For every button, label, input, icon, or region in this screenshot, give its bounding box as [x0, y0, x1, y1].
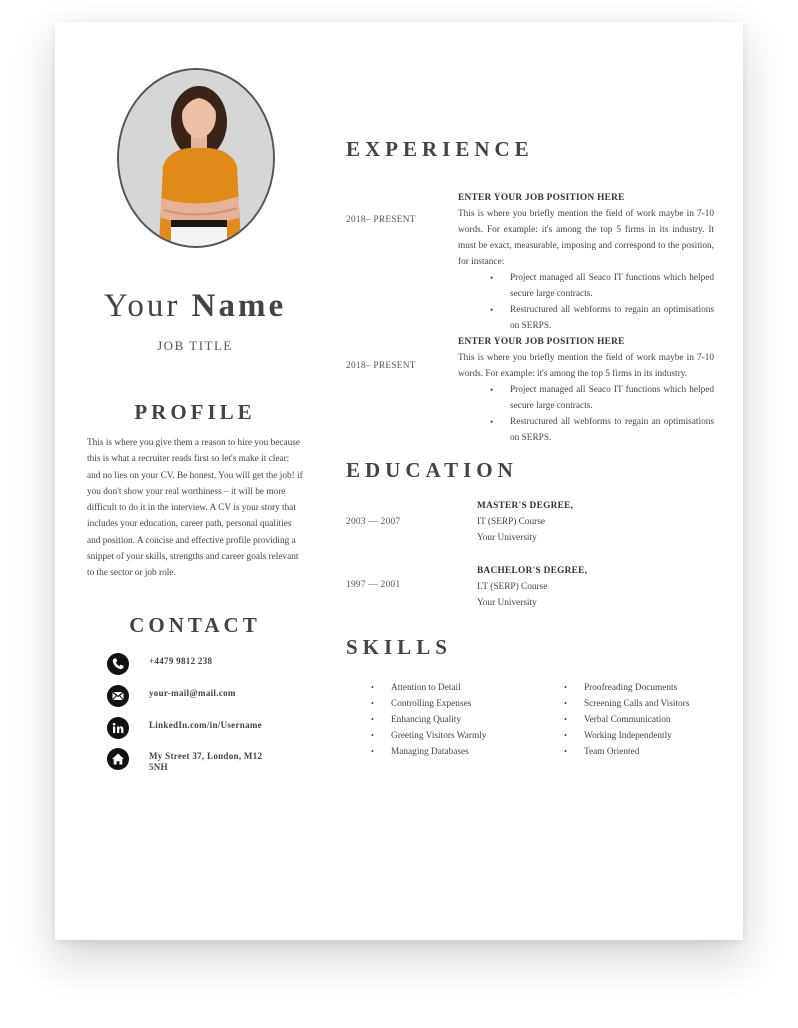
contact-phone-text: +4479 9812 238 — [149, 656, 213, 666]
skill-item: • Proofreading Documents — [564, 680, 744, 696]
skill-item: • Working Independently — [564, 728, 744, 744]
experience-bullet: • Restructured all webforms to regain an optimisations on SERPS. — [510, 414, 714, 446]
candidate-name — [55, 288, 335, 325]
education-date: 2003 — 2007 — [346, 517, 401, 527]
experience-bullets — [458, 270, 714, 334]
name-last: Name — [191, 288, 287, 324]
skill-item: • Screening Calls and Visitors — [564, 696, 744, 712]
education-date: 1997 — 2001 — [346, 580, 401, 590]
experience-bullet: • Restructured all webforms to regain an optimisations on SERPS. — [510, 302, 714, 334]
experience-bullets — [458, 382, 714, 446]
education-course: IT (SERP) Course — [477, 517, 546, 527]
experience-entry — [458, 334, 714, 446]
contact-email-text: your-mail@mail.com — [149, 688, 236, 698]
skill-item: • Enhancing Quality — [371, 712, 551, 728]
experience-entry — [458, 190, 714, 334]
experience-description: This is where you briefly mention the field of work maybe in 7-10 words. For example: it's among the top 5 firms in its industry. — [458, 353, 714, 379]
email-icon — [107, 685, 129, 707]
resume-page — [55, 22, 743, 940]
education-degree: MASTER'S DEGREE, — [477, 501, 574, 511]
contact-address-text: My Street 37, London, M12 5NH — [149, 751, 263, 772]
experience-heading: EXPERIENCE — [346, 137, 534, 161]
education-school: Your University — [477, 598, 537, 608]
name-first: Your — [103, 288, 181, 324]
home-icon — [107, 748, 129, 770]
experience-date: 2018– PRESENT — [346, 215, 416, 225]
skills-list-left — [371, 680, 551, 760]
job-title: JOB TITLE — [157, 338, 233, 353]
experience-date: 2018– PRESENT — [346, 361, 416, 371]
profile-text: This is where you give them a reason to hire you because this is what a recruiter reads first so let's make it clear: and no lies on your CV. Be honest. You will get the job! if you don't show your real worthiness – it will be more difficult to do it in the interview. A CV is your story that includes your education, career path, personal qualities and position. A concise and effective profile providing a snippet of your skills, strengths and career goals relevant to the sector or job role. — [87, 438, 303, 579]
contact-linkedin-text: LinkedIn.com/in/Username — [149, 720, 262, 730]
skill-item: • Verbal Communication — [564, 712, 744, 728]
skills-heading: SKILLS — [346, 635, 452, 659]
education-entry — [477, 498, 677, 546]
skill-item: • Greeting Visitors Warmly — [371, 728, 551, 744]
education-entry — [477, 563, 677, 611]
linkedin-icon — [107, 717, 129, 739]
skill-item: • Team Oriented — [564, 744, 744, 760]
skill-item: • Controlling Expenses — [371, 696, 551, 712]
profile-photo — [117, 68, 275, 248]
skills-list-right — [564, 680, 744, 760]
skill-item: • Attention to Detail — [371, 680, 551, 696]
experience-bullet: • Project managed all Seaco IT functions which helped secure large contracts. — [510, 382, 714, 414]
education-school: Your University — [477, 533, 537, 543]
experience-title: ENTER YOUR JOB POSITION HERE — [458, 337, 625, 347]
profile-heading: PROFILE — [134, 400, 256, 424]
phone-icon — [107, 653, 129, 675]
skill-item: • Managing Databases — [371, 744, 551, 760]
contact-heading: CONTACT — [129, 613, 261, 637]
experience-bullet: • Project managed all Seaco IT functions which helped secure large contracts. — [510, 270, 714, 302]
education-heading: EDUCATION — [346, 458, 518, 482]
experience-description: This is where you briefly mention the field of work maybe in 7-10 words. For example: it's among the top 5 firms in its industry. It must be exact, measurable, imposing and correspond to the position, for instance: — [458, 209, 714, 267]
experience-title: ENTER YOUR JOB POSITION HERE — [458, 193, 625, 203]
education-course: I.T (SERP) Course — [477, 582, 548, 592]
education-degree: BACHELOR'S DEGREE, — [477, 566, 588, 576]
